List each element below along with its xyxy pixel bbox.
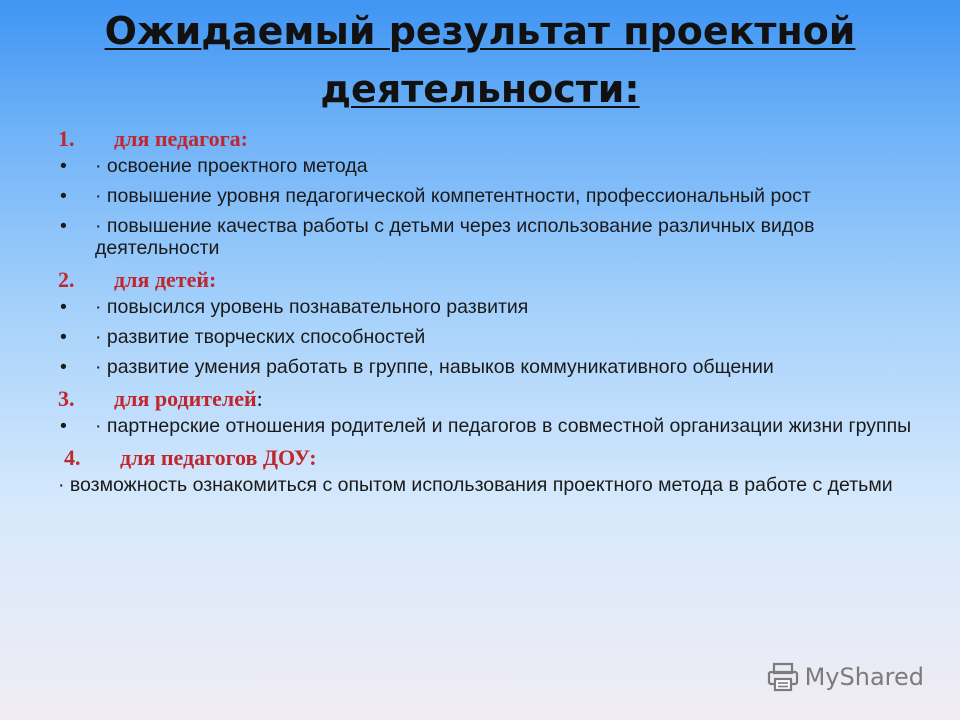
list-item-text: · возможность ознакомиться с опытом использования проектного метода в работе с детьми [58, 474, 893, 496]
bullet-icon: • [60, 356, 67, 378]
section-3-colon: : [256, 386, 263, 411]
section-4-heading [64, 445, 918, 471]
bullet-icon: • [60, 215, 67, 237]
section-3-number: 3. [58, 386, 75, 411]
list-item-text: · развитие умения работать в группе, навыков коммуникативного общении [95, 356, 774, 378]
watermark-text: MyShared [804, 663, 924, 691]
list-item-text: · партнерские отношения родителей и педагогов в совместной организации жизни группы [95, 415, 912, 437]
section-2-title: для детей: [114, 267, 217, 292]
list-item-text: · освоение проектного метода [95, 155, 368, 177]
list-item [58, 326, 918, 348]
slide-content [58, 124, 918, 504]
watermark [767, 662, 924, 692]
section-2-number: 2. [58, 267, 75, 292]
list-item [58, 215, 918, 259]
section-4-number: 4. [64, 445, 81, 470]
list-item-text: · повышение уровня педагогической компетентности, профессиональный рост [95, 185, 811, 207]
section-1-title: для педагога: [114, 126, 248, 151]
list-item-text: · повысился уровень познавательного развития [95, 296, 529, 318]
list-item [58, 356, 918, 378]
bullet-icon: • [60, 326, 67, 348]
list-item [58, 185, 918, 207]
bullet-icon: • [60, 185, 67, 207]
printer-icon [767, 662, 799, 692]
list-item [58, 155, 918, 177]
section-4-title: для педагогов ДОУ: [120, 445, 317, 470]
list-item [58, 415, 918, 437]
title-line-1: Ожидаемый результат проектной [104, 9, 856, 53]
list-item-text: · развитие творческих способностей [95, 326, 426, 348]
bullet-icon: • [60, 155, 67, 177]
section-3-heading [58, 386, 918, 412]
section-1-number: 1. [58, 126, 75, 151]
bullet-icon: • [60, 296, 67, 318]
list-item [58, 474, 918, 496]
list-item-text: · повышение качества работы с детьми через использование различных видов деятельности [95, 215, 815, 259]
slide-title [0, 2, 960, 118]
section-1-heading [58, 126, 918, 152]
list-item [58, 296, 918, 318]
section-2-heading [58, 267, 918, 293]
bullet-icon: • [60, 415, 67, 437]
title-line-2: деятельности: [320, 67, 640, 111]
section-3-title: для родителей [114, 386, 257, 411]
